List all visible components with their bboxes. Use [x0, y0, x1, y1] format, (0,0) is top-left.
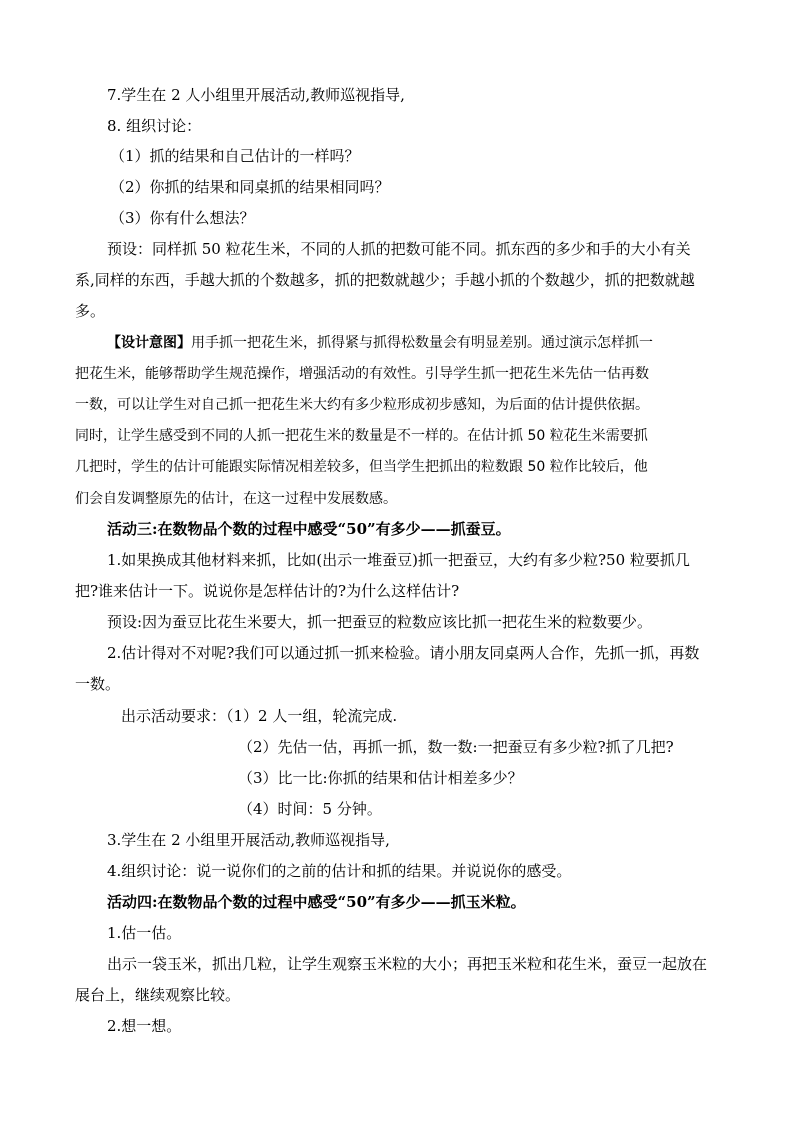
- requirement-4: （4）时间：5 分钟。: [238, 800, 382, 818]
- question-1: （1）抓的结果和自己估计的一样吗？: [110, 147, 360, 165]
- a3-step-2-line-1: 2.估计得对不对呢?我们可以通过抓一抓来检验。请小朋友同桌两人合作，先抓一抓，再数: [107, 644, 700, 662]
- requirements-label: 出示活动要求：: [121, 707, 227, 725]
- requirement-2: （2）先估一估，再抓一抓，数一数:一把蚕豆有多少粒?抓了几把?: [238, 738, 674, 756]
- design-intent-tag: 【设计意图】: [107, 335, 191, 351]
- activity-4-heading: 活动四:在数物品个数的过程中感受“50”有多少——抓玉米粒。: [107, 893, 526, 911]
- a3-preset: 预设:因为蚕豆比花生米要大，抓一把蚕豆的粒数应该比抓一把花生米的粒数要少。: [107, 613, 653, 631]
- preset-text-line-2: 系,同样的东西，手越大抓的个数越多，抓的把数就越少；手越小抓的个数越少，抓的把数就越: [75, 271, 695, 289]
- a4-text-line-1: 出示一袋玉米，抓出几粒，让学生观察玉米粒的大小；再把玉米粒和花生米，蚕豆一起放在: [107, 955, 708, 973]
- a3-step-3: 3.学生在 2 小组里开展活动,教师巡视指导,: [107, 831, 390, 849]
- question-2: （2）你抓的结果和同桌抓的结果相同吗？: [110, 178, 390, 196]
- a3-step-4: 4.组织讨论：说一说你们的之前的估计和抓的结果。并说说你的感受。: [107, 862, 572, 880]
- design-intent-line-1: [107, 333, 653, 353]
- preset-text-line-1: 预设：同样抓 50 粒花生米，不同的人抓的把数可能不同。抓东西的多少和手的大小有关: [107, 240, 691, 258]
- a3-step-1-line-1: 1.如果换成其他材料来抓，比如(出示一堆蚕豆)抓一把蚕豆，大约有多少粒?50 粒要抓几: [107, 551, 690, 569]
- requirements-row-1: [121, 706, 397, 726]
- a4-step-1: 1.估一估。: [107, 924, 182, 942]
- a3-step-1-line-2: 把?谁来估计一下。说说你是怎样估计的?为什么这样估计?: [75, 582, 460, 600]
- activity-3-heading: 活动三:在数物品个数的过程中感受“50”有多少——抓蚕豆。: [107, 520, 511, 538]
- requirement-3: （3）比一比:你抓的结果和估计相差多少？: [238, 769, 523, 787]
- step-8: 8. 组织讨论：: [107, 117, 202, 135]
- requirement-1: （1）2 人一组，轮流完成.: [226, 707, 398, 725]
- design-intent-text: 用手抓一把花生米，抓得紧与抓得松数量会有明显差别。通过演示怎样抓一: [191, 335, 653, 351]
- design-intent-line-6: 们会自发调整原先的估计，在这一过程中发展数感。: [75, 491, 397, 507]
- a4-text-line-2: 展台上，继续观察比较。: [75, 986, 241, 1004]
- design-intent-line-5: 几把时，学生的估计可能跟实际情况相差较多，但当学生把抓出的粒数跟 50 粒作比较后，他: [75, 459, 648, 475]
- a4-step-2: 2.想一想。: [107, 1017, 182, 1035]
- design-intent-line-3: 一数，可以让学生对自己抓一把花生米大约有多少粒形成初步感知，为后面的估计提供依据。: [75, 397, 649, 413]
- step-7: 7.学生在 2 人小组里开展活动,教师巡视指导,: [107, 86, 405, 104]
- design-intent-line-4: 同时，让学生感受到不同的人抓一把花生米的数量是不一样的。在估计抓 50 粒花生米需要抓: [75, 428, 648, 444]
- design-intent-line-2: 把花生米，能够帮助学生规范操作，增强活动的有效性。引导学生抓一把花生米先估一估再数: [75, 366, 649, 382]
- question-3: （3）你有什么想法？: [110, 209, 255, 227]
- a3-step-2-line-2: 一数。: [75, 675, 121, 693]
- preset-text-line-3: 多。: [75, 302, 106, 320]
